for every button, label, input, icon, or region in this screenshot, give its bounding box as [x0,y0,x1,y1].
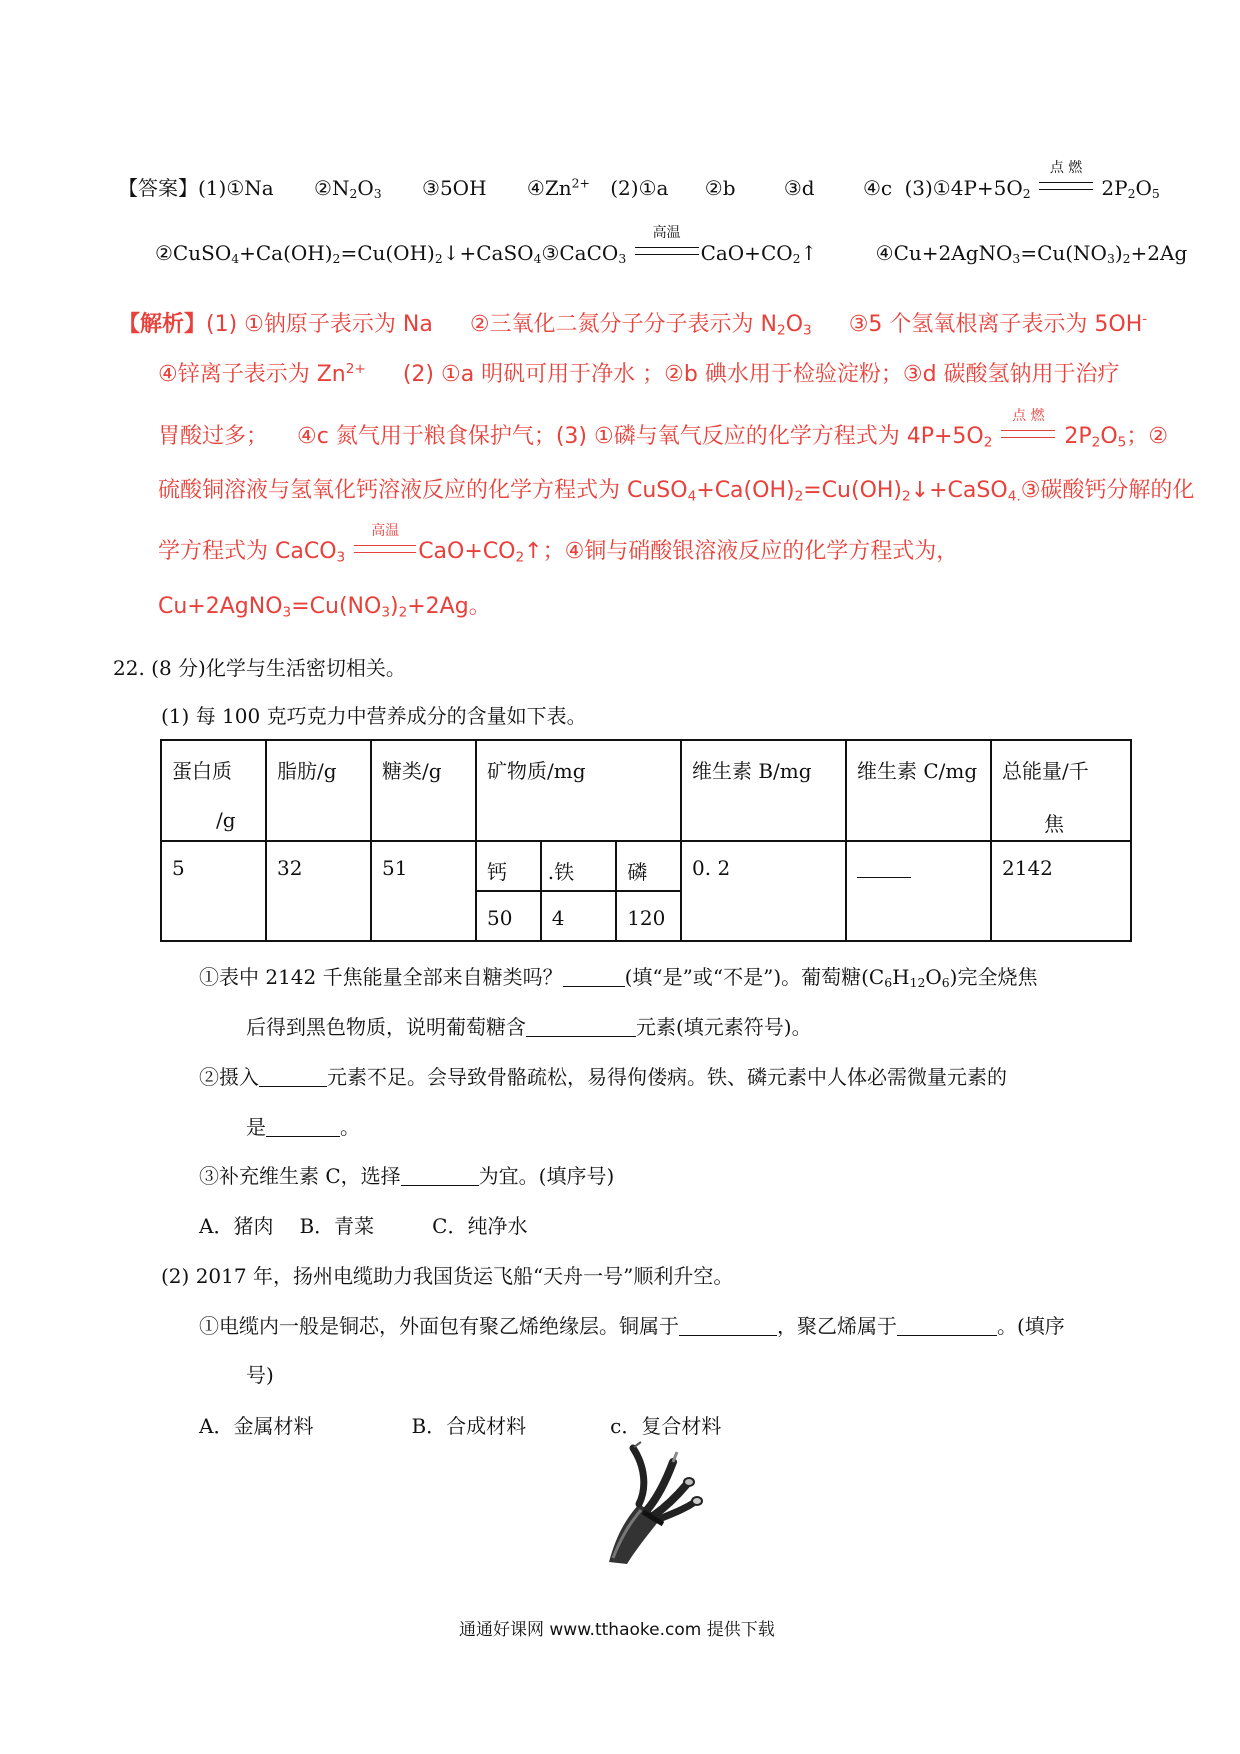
analysis-line-1: 【解析】(1) ①钠原子表示为 Na ②三氧化二氮分子分子表示为 $N_2O_3$ ③5 个氢氧根离子表示为 5OH- [118,310,1148,339]
answer-line-1: 【答案】(1)①Na $②N_2O_3$ ③5OH $④Zn^{2+}$ (2)①a ②b ③d ④c $(3)①4P+5O_2$ 点 燃 $2P_2O_5$ [118,160,1160,202]
value-fat: 32 [266,841,371,941]
nutrition-table [160,739,1132,942]
answer-blank-1[interactable] [563,968,625,987]
mineral-phosphorus-value: 120 [616,891,681,941]
value-vitamin-b: 0. 2 [681,841,846,941]
question-1-line-1: ①表中 2142 千焦能量全部来自糖类吗？ (填“是”或“不是”)。葡萄糖$(C_6H_{12}O_6)$完全烧焦 [199,965,1038,991]
mineral-iron-label: .铁 [541,841,616,891]
answer-blank-2[interactable] [526,1018,636,1037]
value-sugar: 51 [371,841,476,941]
value-energy: 2142 [991,841,1131,941]
options-2: A．金属材料 B．合成材料 c．复合材料 [199,1414,722,1438]
question-4-line-2: 号) [246,1363,274,1387]
analysis-line-2: ④锌离子表示为 $Zn^{2+}$ (2) ①a 明矾可用于净水 ；②b 碘水用于检验淀粉；③d 碳酸氢钠用于治疗 [158,360,1120,387]
question-4-line-1: ①电缆内一般是铜芯，外面包有聚乙烯绝缘层。铜属于 ，聚乙烯属于 。(填序 [199,1314,1065,1338]
question-3: ③补充维生素 C，选择 为宜。(填序号) [199,1164,615,1188]
reaction-condition-heat: 高温 [633,243,701,263]
answer-blank-6[interactable] [679,1317,777,1336]
value-protein: 5 [161,841,266,941]
question-2-line-2: 是 。 [246,1115,360,1139]
analysis-tag: 【解析】 [118,312,207,337]
analysis-line-5: 学方程式为 CaCO$_3$ 高温 $CaO+CO_2↑$；④铜与硝酸银溶液反应的化学方程式为， [158,523,959,566]
question-part-2: (2) 2017 年，扬州电缆助力我国货运飞船“天舟一号”顺利升空。 [161,1264,734,1288]
header-protein: 蛋白质 /g [161,740,266,841]
header-minerals: 矿物质/mg [476,740,681,841]
mineral-phosphorus-label: 磷 [616,841,681,891]
reaction-condition-ignite: 点 燃 [1037,178,1095,198]
header-vitamin-c: 维生素 C/mg [846,740,991,841]
cable-illustration [603,1440,713,1566]
options-1: A．猪肉 B．青菜 C．纯净水 [199,1214,528,1238]
header-vitamin-b: 维生素 B/mg [681,740,846,841]
answer-blank-3[interactable] [259,1068,327,1087]
mineral-calcium-value: 50 [476,891,541,941]
mineral-iron-value: 4 [541,891,616,941]
header-energy: 总能量/千 焦 [991,740,1131,841]
page-footer: 通通好课网 www.tthaoke.com 提供下载 [459,1620,775,1640]
answer-blank-5[interactable] [401,1167,479,1186]
header-sugar: 糖类/g [371,740,476,841]
analysis-line-4: 硫酸铜溶液与氢氧化钙溶液反应的化学方程式为 $CuSO_4+Ca(OH)_2=Cu(OH)_2↓+CaSO_{4.}③$碳酸钙分解的化 [158,478,1195,505]
analysis-line-6: $Cu+2AgNO_3=Cu(NO_3)_2+2Ag$。 [158,594,491,621]
analysis-line-3: 胃酸过多； ④c 氮气用于粮食保护气；(3) ①磷与氧气反应的化学方程式为 $4P+5O_2$ 点 燃 $2P_2O_5$；② [158,408,1169,451]
reaction-condition-heat-2: 高温 [352,541,418,563]
mineral-calcium-label: 钙 [476,841,541,891]
answer-blank-7[interactable] [897,1317,997,1336]
question-title: 22. (8 分)化学与生活密切相关。 [113,656,406,680]
header-fat: 脂肪/g [266,740,371,841]
answer-line-2: $②CuSO_4+Ca(OH)_2=Cu(OH)_2↓+CaSO_4③CaCO_3$ 高温 $CaO+CO_2↑$ $④Cu+2AgNO_3=Cu(NO_3)_2+2Ag$ [155,225,1188,267]
answer-tag: 【答案】 [118,176,198,200]
question-1-line-2: 后得到黑色物质，说明葡萄糖含 元素(填元素符号)。 [246,1015,812,1039]
reaction-condition-ignite-2: 点 燃 [999,426,1057,448]
question-part-1: (1) 每 100 克巧克力中营养成分的含量如下表。 [161,704,587,728]
question-2-line-1: ②摄入 元素不足。会导致骨骼疏松，易得佝偻病。铁、磷元素中人体必需微量元素的 [199,1065,1007,1089]
answer-blank-4[interactable] [266,1118,340,1137]
value-vitamin-c [846,841,991,941]
